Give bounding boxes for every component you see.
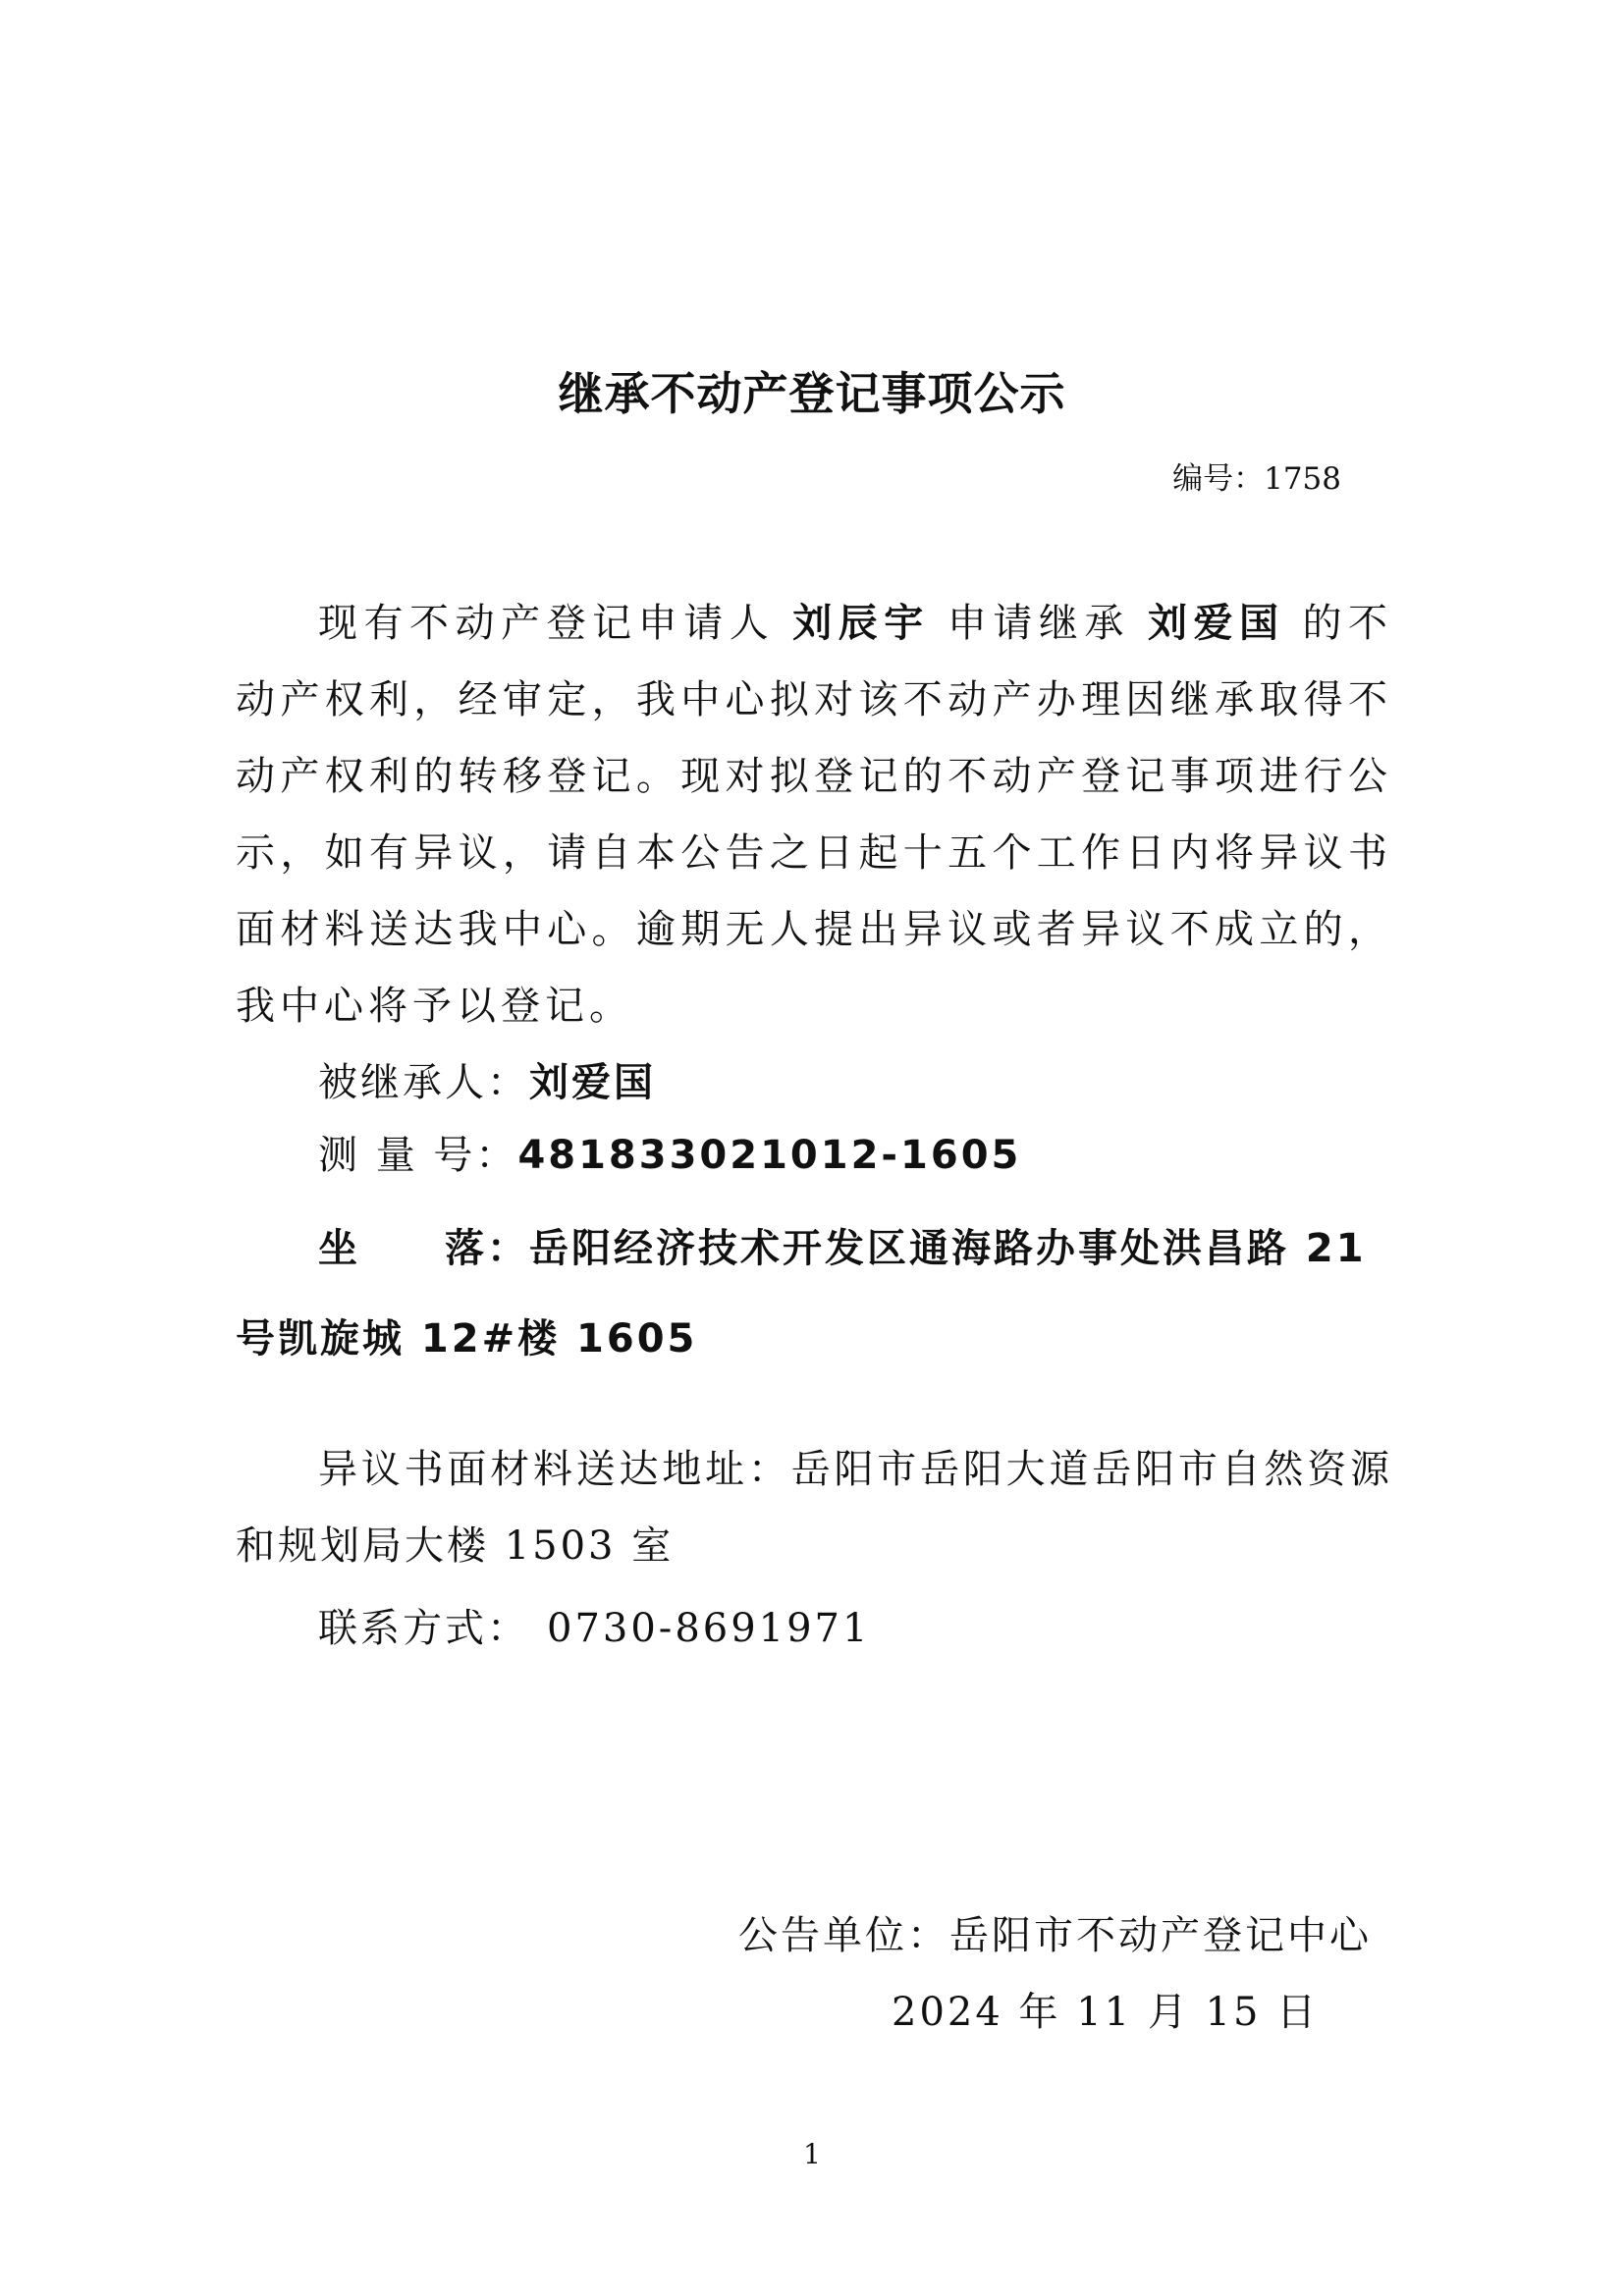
issuer bbox=[738, 1904, 1372, 1960]
document-number-label: 编号： bbox=[1172, 461, 1265, 497]
paragraph-part-3: 的不动产权利，经审定，我中心拟对该不动产办理因继承取得不动产权利的转移登记。现对拟登记的不动产登记事项进行公示，如有异议，请自本公告之日起十五个工作日内将异议书面材料送达我中心。逾期无人提出异议或者异议不成立的，我中心将予以登记。 bbox=[236, 601, 1393, 1029]
objection-address-label: 异议书面材料送达地址： bbox=[318, 1447, 791, 1492]
location-field bbox=[236, 1203, 1392, 1384]
decedent-name: 刘爱国 bbox=[1147, 601, 1285, 646]
contact-field bbox=[236, 1590, 1392, 1667]
paragraph-part-1: 现有不动产登记申请人 bbox=[318, 601, 776, 646]
document-number-value: 1758 bbox=[1264, 461, 1341, 497]
objection-address-field bbox=[236, 1431, 1392, 1584]
heir-label: 被继承人： bbox=[318, 1060, 529, 1105]
document-number bbox=[1172, 454, 1341, 498]
paragraph-part-2: 申请继承 bbox=[947, 601, 1130, 646]
objection-address-value: 岳阳市岳阳大道岳阳市自然资源和规划局大楼 1503 室 bbox=[236, 1447, 1393, 1569]
contact-label: 联系方式： bbox=[318, 1606, 529, 1651]
survey-number-label: 测 量 号： bbox=[318, 1133, 518, 1178]
applicant-name: 刘辰宇 bbox=[792, 601, 930, 646]
notice-paragraph bbox=[236, 585, 1392, 1044]
issuer-label: 公告单位： bbox=[738, 1913, 949, 1958]
issuer-value: 岳阳市不动产登记中心 bbox=[949, 1913, 1372, 1958]
page-title: 继承不动产登记事项公示 bbox=[558, 367, 1066, 420]
heir-value: 刘爱国 bbox=[529, 1060, 656, 1105]
contact-value: 0730-8691971 bbox=[547, 1606, 871, 1651]
location-label: 坐 落： bbox=[318, 1226, 529, 1271]
issue-date: 2024 年 11 月 15 日 bbox=[892, 1990, 1320, 2035]
heir-field bbox=[236, 1044, 1392, 1121]
location-value: 岳阳经济技术开发区通海路办事处洪昌路 21 号凯旋城 12#楼 1605 bbox=[236, 1226, 1367, 1362]
page-number: 1 bbox=[803, 2138, 821, 2170]
survey-number-value: 481833021012-1605 bbox=[517, 1133, 1022, 1178]
survey-number-field bbox=[236, 1117, 1392, 1194]
